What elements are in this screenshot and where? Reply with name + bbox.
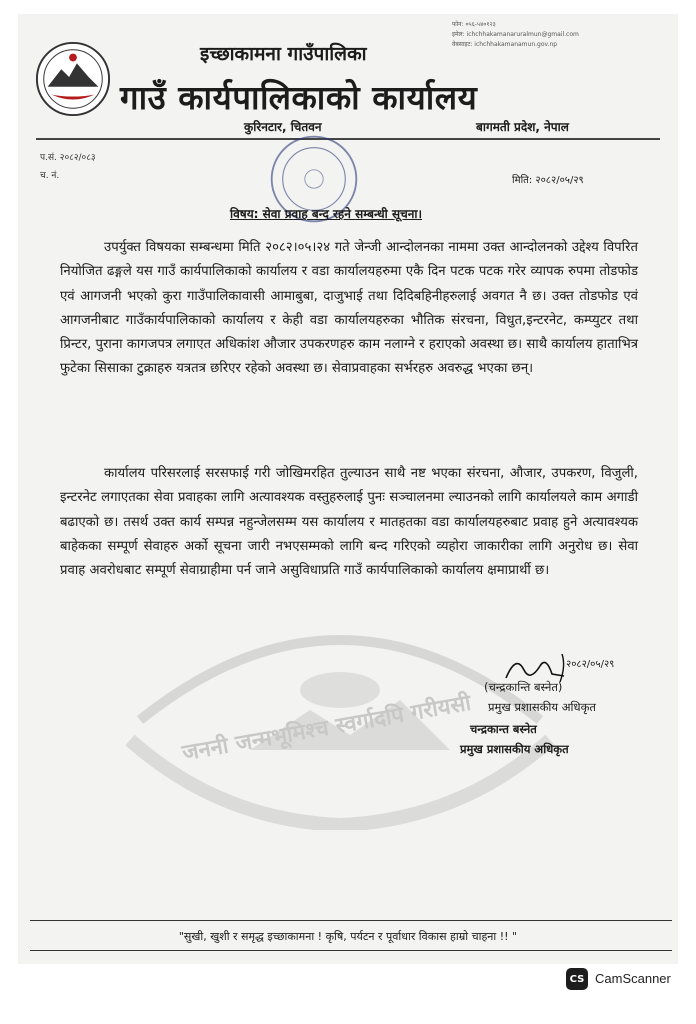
signatory-designation: प्रमुख प्रशासकीय अधिकृत bbox=[488, 700, 596, 714]
camscanner-brand: CamScanner bbox=[595, 971, 671, 986]
contact-block bbox=[452, 20, 579, 50]
dispatch-number: च. नं. bbox=[40, 171, 60, 181]
body-paragraph-2: कार्यालय परिसरलाई सरसफाई गरी जोखिमरहित तुल्याउन साथै नष्ट भएका संरचना, औजार, उपकरण, विजुली, इन्टरनेट लगाएतका सेवा प्रवाहका लागि अत्यावश्यक वस्तुहरुलाई पुनः सञ्चालनमा ल्याउनको लागि कार्यालयले काम अगाडी बढाएको छ। तसर्थ उक्त कार्य सम्पन्न नहुन्जेलसम्म यस कार्यालय र मातहतका वडा कार्यालयहरुबाट प्रवाह हुने अत्यावश्यक बाहेकका सम्पूर्ण सेवाहरु अर्को सूचना जारी नभएसम्मको लागि बन्द गरिएको व्यहोरा जाकारीका लागि अनुरोध छ। सेवा प्रवाह अवरोधबाट सम्पूर्ण सेवाग्राहीमा पर्न जाने असुविधाप्रति गाउँ कार्यपालिकाको कार्यालय क्षमाप्रार्थी छ। bbox=[60, 466, 638, 579]
address-left: कुरिनटार, चितवन bbox=[244, 120, 322, 134]
watermark-motto: जननी जन्मभूमिश्च स्वर्गादपि गरीयसी bbox=[180, 690, 473, 767]
contact-website: वेबसाइट: ichchhakamanamun.gov.np bbox=[452, 41, 558, 48]
stamp-signatory-name: चन्द्रकान्त बस्नेत bbox=[470, 722, 537, 736]
municipality-name: इच्छाकामना गाउँपालिका bbox=[200, 43, 367, 65]
address-right: बागमती प्रदेश, नेपाल bbox=[476, 120, 569, 134]
contact-email: इमेल: ichchhakamanaruralmun@gmail.com bbox=[452, 31, 579, 38]
footer-slogan: "सुखी, खुशी र समृद्ध इच्छाकामना ! कृषि, पर्यटन र पूर्वाधार विकास हाम्रो चाहना !! " bbox=[178, 930, 518, 943]
letter-date: मिति: २०८२/०५/२९ bbox=[512, 175, 584, 186]
signature-date: २०८२/०५/२९ bbox=[566, 659, 615, 670]
subject-line: विषय: सेवा प्रवाह बन्द रहने सम्बन्धी सूचना। bbox=[230, 207, 423, 221]
office-title: गाउँ कार्यपालिकाको कार्यालय bbox=[120, 78, 478, 117]
stamp-signatory-designation: प्रमुख प्रशासकीय अधिकृत bbox=[460, 742, 569, 756]
footer-divider-top bbox=[30, 920, 672, 921]
reference-number: प.सं. २०८२/०८३ bbox=[40, 153, 96, 163]
camscanner-logo-icon: CS bbox=[566, 968, 588, 990]
contact-phone: फोन: ०५६-५४०१२३ bbox=[452, 21, 496, 28]
signatory-name: (चन्द्रकान्ति बस्नेत) bbox=[484, 680, 563, 694]
body-paragraph-1: उपर्युक्त विषयका सम्बन्धमा मिति २०८२।०५।२४ गते जेन्जी आन्दोलनका नाममा उक्त आन्दोलनको उद्देश्य विपरित नियोजित ढङ्गले यस गाउँ कार्यपालिकाको कार्यालय र वडा कार्यालयहरुमा एकै दिन पटक पटक गरेर व्यापक रुपमा तोडफोड एवं आगजनी भएको कुरा गाउँपालिकावासी आमाबुबा, दाजुभाई तथा दिदिबहिनीहरुलाई अवगत नै छ। उक्त तोडफोड एवं आगजनीबाट गाउँकार्यपालिकाको कार्यालय र केही वडा कार्यालयहरुका भौतिक संरचना, विधुत,इन्टरनेट, कम्प्युटर तथा प्रिन्टर, पुराना कागजपत्र लगाएत अधिकांश औजार उपकरणहरु काम नलाग्ने र हराएको अवस्था छ। साथै कार्यालय हाताभित्र फुटेका सिसाका टुक्राहरु यत्रतत्र छरिएर रहेको अवस्था छ। सेवाप्रवाहका सर्भरहरु अवरुद्ध भएका छन्। bbox=[60, 240, 638, 377]
footer-divider-bottom bbox=[30, 950, 672, 951]
nepal-emblem-icon bbox=[34, 40, 112, 118]
